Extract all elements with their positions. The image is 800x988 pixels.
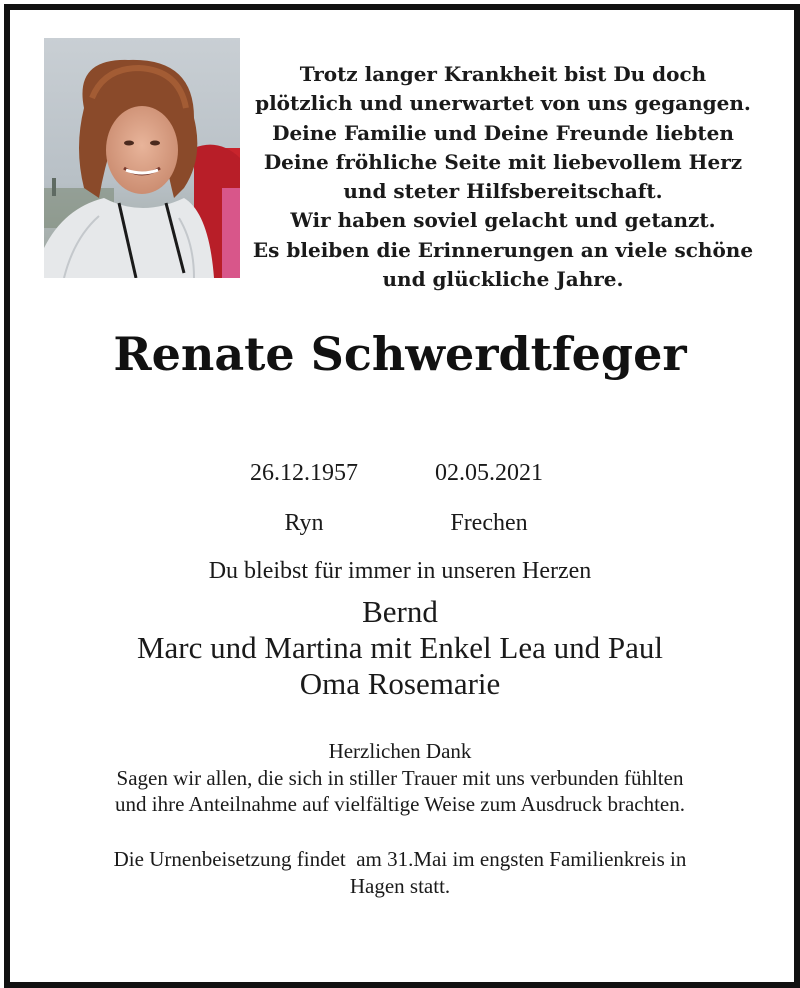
verse-line: Deine fröhliche Seite mit liebevollem Herz xyxy=(263,149,743,174)
verse-line: Wir haben soviel gelacht und getanzt. xyxy=(290,208,716,233)
memorial-verse xyxy=(238,60,768,294)
deceased-name: Renate Schwerdtfeger xyxy=(113,327,687,381)
death-info xyxy=(404,458,574,538)
birth-date: 26.12.1957 xyxy=(250,460,358,486)
birth-place: Ryn xyxy=(284,510,324,536)
thanks-heading: Herzlichen Dank xyxy=(328,739,472,763)
burial-line: Hagen statt. xyxy=(349,873,451,898)
verse-line: Trotz langer Krankheit bist Du doch xyxy=(299,62,707,86)
mourner-line: Oma Rosemarie xyxy=(299,666,501,701)
verse-line: Deine Familie und Deine Freunde liebten xyxy=(272,120,734,145)
death-place: Frechen xyxy=(450,510,528,536)
verse-line: plötzlich und unerwartet von uns gegangen. xyxy=(255,91,751,116)
death-date: 02.05.2021 xyxy=(435,460,543,486)
burial-line: Die Urnenbeisetzung findet am 31.Mai im engsten Familienkreis in xyxy=(113,847,687,871)
birth-info xyxy=(219,458,389,538)
thanks-line: und ihre Anteilnahme auf vielfältige Weise zum Ausdruck brachten. xyxy=(115,792,685,816)
thanks-line: Sagen wir allen, die sich in stiller Trauer mit uns verbunden fühlten xyxy=(116,765,684,790)
mourner-line: Marc und Martina mit Enkel Lea und Paul xyxy=(136,630,663,665)
mourner-line: Bernd xyxy=(362,594,438,629)
portrait-photo xyxy=(44,38,240,278)
burial-notice xyxy=(0,846,800,899)
verse-line: und glückliche Jahre. xyxy=(382,267,624,292)
thanks-section xyxy=(0,738,800,818)
mourners-list xyxy=(0,594,800,702)
verse-line: und steter Hilfsbereitschaft. xyxy=(343,179,663,204)
verse-line: Es bleiben die Erinnerungen an viele schöne xyxy=(252,237,754,262)
memorial-motto: Du bleibst für immer in unseren Herzen xyxy=(208,558,592,584)
